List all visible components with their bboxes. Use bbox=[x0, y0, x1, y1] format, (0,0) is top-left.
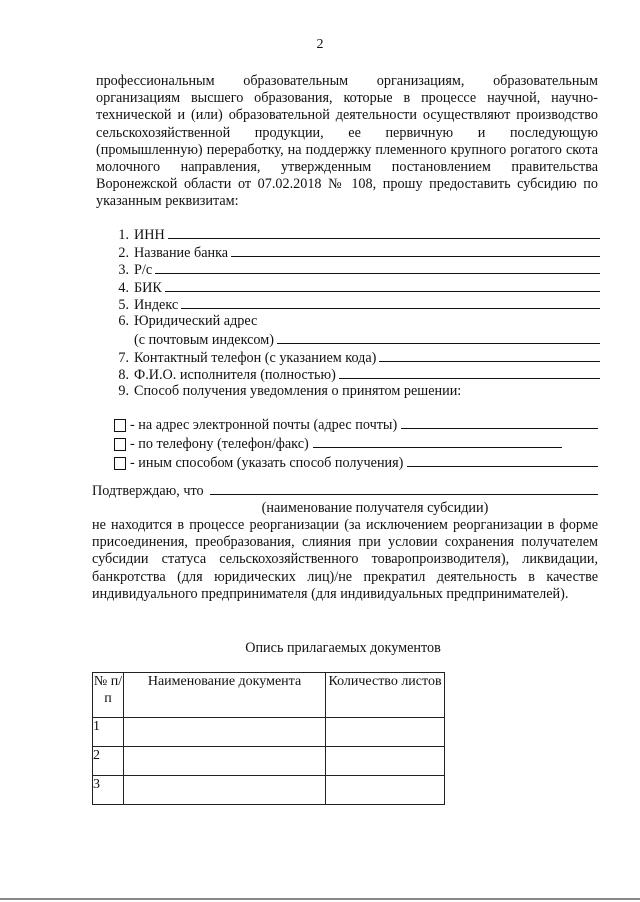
notification-options bbox=[114, 416, 598, 473]
field-label: Ф.И.О. исполнителя (полностью) bbox=[134, 367, 336, 383]
field-number: 2. bbox=[118, 244, 129, 261]
table-row bbox=[93, 776, 445, 805]
index-input-line[interactable] bbox=[181, 295, 600, 309]
field-account[interactable] bbox=[110, 260, 600, 278]
field-label: БИК bbox=[134, 279, 162, 296]
option-email[interactable] bbox=[114, 416, 598, 435]
field-bik[interactable] bbox=[110, 278, 600, 296]
field-label: Название банка bbox=[134, 244, 229, 261]
field-legal-address-postal[interactable] bbox=[110, 330, 600, 348]
field-phone[interactable] bbox=[110, 348, 600, 366]
legal-address-input-line[interactable] bbox=[277, 330, 600, 344]
confirm-row[interactable] bbox=[92, 481, 598, 500]
page-bottom-edge bbox=[0, 898, 640, 900]
inn-input-line[interactable] bbox=[168, 225, 600, 239]
field-label: Юридический адрес bbox=[134, 312, 258, 329]
field-bank-name[interactable] bbox=[110, 243, 600, 261]
recipient-name-input-line[interactable] bbox=[210, 481, 598, 495]
field-index[interactable] bbox=[110, 295, 600, 313]
phone-input-line[interactable] bbox=[379, 348, 600, 362]
document-name-cell[interactable] bbox=[124, 718, 326, 747]
table-header-row bbox=[93, 673, 445, 718]
field-label: Контактный телефон (с указанием кода) bbox=[134, 349, 377, 366]
field-label: Р/с bbox=[134, 262, 153, 278]
intro-paragraph: профессиональным образовательным организациям, образовательным организациям высшего образования, которые в процессе научной, научно-технической и (или) образовательной деятельности осуществляют производство сельскохозяйственной продукции, ее первичную и последующую (промышленную) переработку, на поддержку племенного крупного рогатого скота молочного направления, утвержденным постановлением правительства Воронежской области от 07.02.2018 № 108, прошу предоставить субсидию по указанным реквизитам: bbox=[96, 73, 598, 210]
option-label: - иным способом (указать способ получения) bbox=[130, 454, 404, 471]
field-label: (с почтовым индексом) bbox=[134, 332, 274, 348]
field-number: 4. bbox=[118, 279, 129, 296]
document-name-cell[interactable] bbox=[124, 747, 326, 776]
option-phone[interactable] bbox=[114, 435, 598, 454]
field-inn[interactable] bbox=[110, 225, 600, 243]
option-label: - на адрес электронной почты (адрес почты) bbox=[130, 416, 398, 433]
sheet-count-cell[interactable] bbox=[326, 776, 445, 805]
requisites-list bbox=[110, 225, 600, 400]
header-document-name: Наименование документа bbox=[124, 673, 326, 718]
field-number: 3. bbox=[118, 262, 129, 278]
confirm-paragraph: не находится в процессе реорганизации (за исключением реорганизации в форме присоединения, преобразования, слияния при условии сохранения получателем субсидии статуса сельскохозяйственного товаропроизводителя), ликвидации, банкротства (для юридических лиц)/не прекратил деятельность в качестве индивидуального предпринимателя (для индивидуальных предпринимателей). bbox=[92, 517, 598, 602]
bank-name-input-line[interactable] bbox=[231, 243, 600, 257]
email-input-line[interactable] bbox=[401, 416, 598, 429]
phone-fax-input-line[interactable] bbox=[313, 435, 562, 448]
header-number: № п/п bbox=[93, 673, 124, 718]
option-label: - по телефону (телефон/факс) bbox=[130, 435, 309, 452]
field-number: 1. bbox=[118, 227, 129, 243]
email-checkbox[interactable] bbox=[114, 419, 126, 432]
field-number: 8. bbox=[118, 367, 129, 383]
phone-checkbox[interactable] bbox=[114, 438, 126, 451]
page-number: 2 bbox=[316, 37, 324, 52]
recipient-caption: (наименование получателя субсидии) bbox=[261, 500, 489, 516]
confirm-label: Подтверждаю, что bbox=[92, 483, 204, 499]
field-number: 7. bbox=[118, 349, 129, 366]
field-notification-method bbox=[110, 383, 600, 401]
table-row bbox=[93, 747, 445, 776]
table-row bbox=[93, 718, 445, 747]
bik-input-line[interactable] bbox=[165, 278, 600, 292]
field-executor-name[interactable] bbox=[110, 365, 600, 383]
field-number: 9. bbox=[118, 382, 129, 399]
sheet-count-cell[interactable] bbox=[326, 747, 445, 776]
sheet-count-cell[interactable] bbox=[326, 718, 445, 747]
header-sheet-count: Количество листов bbox=[326, 673, 445, 718]
field-number: 5. bbox=[118, 297, 129, 313]
field-legal-address bbox=[110, 313, 600, 331]
row-number: 1 bbox=[93, 718, 124, 747]
other-checkbox[interactable] bbox=[114, 457, 126, 470]
row-number: 2 bbox=[93, 747, 124, 776]
row-number: 3 bbox=[93, 776, 124, 805]
field-label: Индекс bbox=[134, 297, 179, 313]
documents-table bbox=[92, 672, 445, 805]
other-method-input-line[interactable] bbox=[407, 454, 598, 467]
document-name-cell[interactable] bbox=[124, 776, 326, 805]
executor-name-input-line[interactable] bbox=[339, 365, 600, 379]
field-number: 6. bbox=[118, 312, 129, 329]
field-label: Способ получения уведомления о принятом решении: bbox=[134, 382, 462, 399]
documents-table-title: Опись прилагаемых документов bbox=[245, 640, 441, 656]
option-other[interactable] bbox=[114, 454, 598, 473]
field-label: ИНН bbox=[134, 227, 165, 243]
account-input-line[interactable] bbox=[155, 260, 600, 274]
